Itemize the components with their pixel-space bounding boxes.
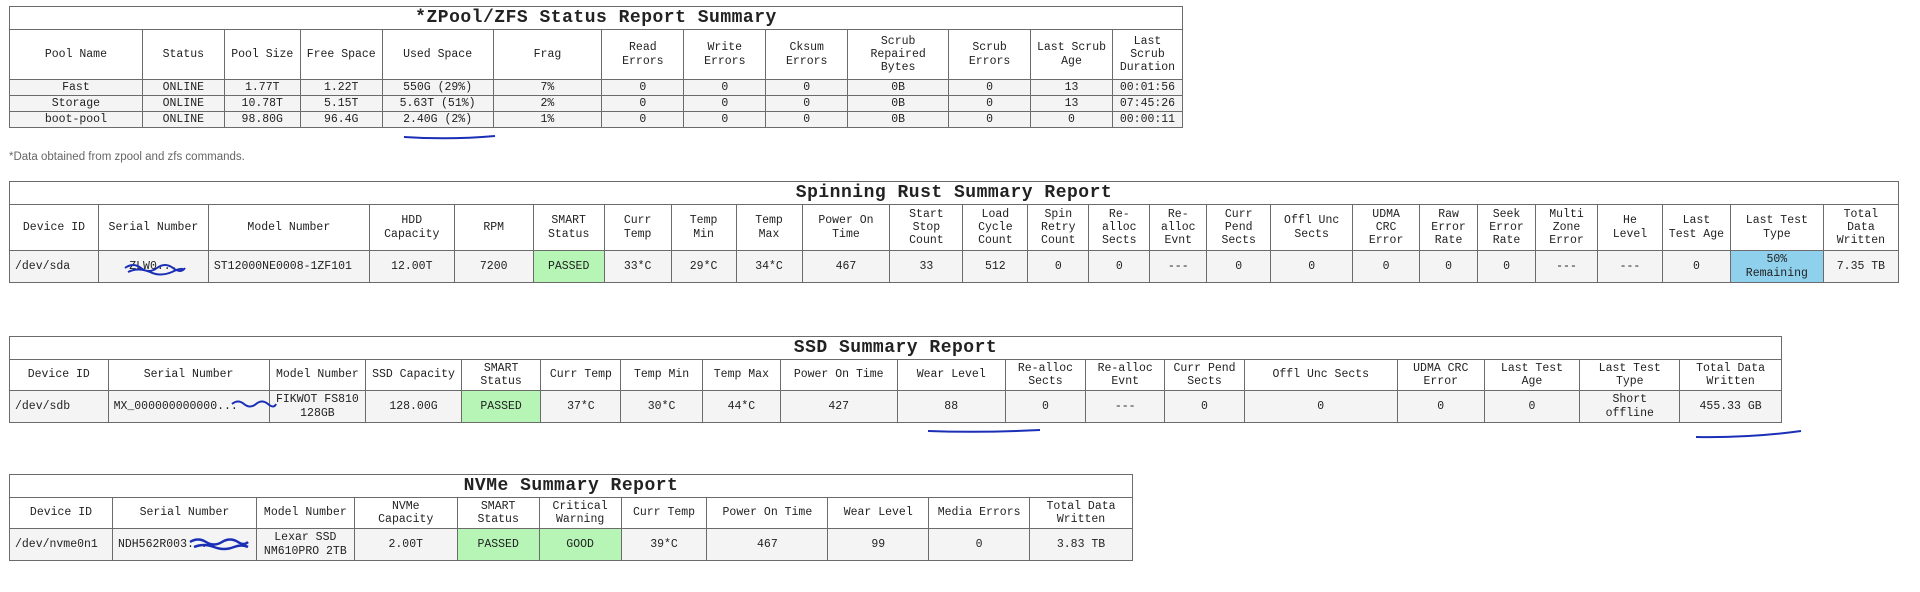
hdd-cell-raw-error-rate: 0	[1420, 251, 1478, 283]
hdd-cell-seek-error-rate: 0	[1478, 251, 1536, 283]
hdd-col-header-serial-number: Serial Number	[98, 205, 208, 251]
hdd-col-header-curr-pend-sects: Curr Pend Sects	[1207, 205, 1271, 251]
hdd-cell-last-test-age: 0	[1662, 251, 1730, 283]
zpool-cell-write-errors: 0	[684, 80, 766, 96]
zpool-cell-last-scrub-duration: 00:00:11	[1112, 112, 1182, 128]
hdd-title: Spinning Rust Summary Report	[10, 182, 1899, 205]
ssd-col-header-temp-min: Temp Min	[621, 360, 703, 391]
hdd-cell-model-number: ST12000NE0008-1ZF101	[208, 251, 369, 283]
nvme-header-row	[10, 498, 1133, 529]
nvme-cell-total-data-written: 3.83 TB	[1030, 529, 1133, 561]
nvme-col-header-smart-status: SMART Status	[457, 498, 539, 529]
hdd-cell-rpm: 7200	[454, 251, 533, 283]
ssd-col-header-re-alloc-sects: Re-alloc Sects	[1005, 360, 1085, 391]
hdd-header-row	[10, 205, 1899, 251]
zpool-cell-status: ONLINE	[142, 96, 224, 112]
ssd-table-row	[10, 391, 1782, 423]
zpool-cell-read-errors: 0	[602, 112, 684, 128]
zpool-cell-scrub-repaired-bytes: 0B	[848, 112, 949, 128]
zpool-footnote: *Data obtained from zpool and zfs commands.	[9, 151, 245, 163]
zpool-cell-write-errors: 0	[684, 112, 766, 128]
ssd-col-header-curr-pend-sects: Curr Pend Sects	[1165, 360, 1244, 391]
zpool-cell-pool-name: Storage	[10, 96, 143, 112]
hdd-cell-curr-pend-sects: 0	[1207, 251, 1271, 283]
hdd-cell-serial-number: ZLW0...	[98, 251, 208, 283]
hdd-col-header-last-test-age: Last Test Age	[1662, 205, 1730, 251]
nvme-cell-media-errors: 0	[929, 529, 1030, 561]
ssd-cell-temp-min: 30*C	[621, 391, 703, 423]
underline-mark-used-space	[404, 136, 495, 138]
hdd-col-header-hdd-capacity: HDD Capacity	[369, 205, 454, 251]
hdd-col-header-rpm: RPM	[454, 205, 533, 251]
zpool-cell-cksum-errors: 0	[766, 96, 848, 112]
ssd-cell-udma-crc-error: 0	[1397, 391, 1484, 423]
nvme-col-header-power-on-time: Power On Time	[707, 498, 828, 529]
zpool-cell-read-errors: 0	[602, 80, 684, 96]
hdd-cell-temp-min: 29*C	[671, 251, 736, 283]
ssd-col-header-power-on-time: Power On Time	[780, 360, 897, 391]
hdd-col-header-multi-zone-error: Multi Zone Error	[1536, 205, 1598, 251]
nvme-col-header-serial-number: Serial Number	[112, 498, 256, 529]
ssd-cell-re-alloc-evnt: ---	[1086, 391, 1165, 423]
zpool-col-header-write-errors: Write Errors	[684, 30, 766, 80]
zpool-cell-scrub-errors: 0	[949, 80, 1031, 96]
hdd-cell-smart-status: PASSED	[533, 251, 604, 283]
zpool-cell-pool-size: 1.77T	[224, 80, 300, 96]
zpool-cell-used-space: 2.40G (2%)	[382, 112, 493, 128]
hdd-col-header-raw-error-rate: Raw Error Rate	[1420, 205, 1478, 251]
zpool-cell-last-scrub-duration: 00:01:56	[1112, 80, 1182, 96]
ssd-cell-total-data-written: 455.33 GB	[1680, 391, 1782, 423]
hdd-col-header-device-id: Device ID	[10, 205, 99, 251]
hdd-col-header-temp-max: Temp Max	[736, 205, 802, 251]
ssd-col-header-wear-level: Wear Level	[897, 360, 1005, 391]
ssd-cell-smart-status: PASSED	[461, 391, 541, 423]
nvme-col-header-media-errors: Media Errors	[929, 498, 1030, 529]
ssd-col-header-last-test-age: Last Test Age	[1484, 360, 1580, 391]
hdd-summary-table	[9, 181, 1899, 283]
hdd-cell-multi-zone-error: ---	[1536, 251, 1598, 283]
hdd-col-header-spin-retry-count: Spin Retry Count	[1028, 205, 1089, 251]
ssd-col-header-smart-status: SMART Status	[461, 360, 541, 391]
nvme-title: NVMe Summary Report	[10, 475, 1133, 498]
hdd-col-header-start-stop-count: Start Stop Count	[890, 205, 963, 251]
ssd-cell-last-test-age: 0	[1484, 391, 1580, 423]
hdd-col-header-smart-status: SMART Status	[533, 205, 604, 251]
hdd-col-header-offl-unc-sects: Offl Unc Sects	[1271, 205, 1353, 251]
hdd-col-header-last-test-type: Last Test Type	[1730, 205, 1823, 251]
hdd-cell-re-alloc-sects: 0	[1089, 251, 1150, 283]
ssd-col-header-last-test-type: Last Test Type	[1580, 360, 1680, 391]
zpool-cell-last-scrub-age: 13	[1031, 96, 1113, 112]
zpool-cell-used-space: 5.63T (51%)	[382, 96, 493, 112]
zpool-col-header-free-space: Free Space	[300, 30, 382, 80]
ssd-cell-curr-temp: 37*C	[541, 391, 621, 423]
zpool-cell-scrub-repaired-bytes: 0B	[848, 96, 949, 112]
zpool-cell-pool-name: Fast	[10, 80, 143, 96]
zpool-col-header-read-errors: Read Errors	[602, 30, 684, 80]
hdd-cell-re-alloc-evnt: ---	[1150, 251, 1207, 283]
zpool-cell-scrub-errors: 0	[949, 112, 1031, 128]
nvme-col-header-model-number: Model Number	[256, 498, 354, 529]
zpool-col-header-scrub-errors: Scrub Errors	[949, 30, 1031, 80]
underline-mark-data-written	[1696, 431, 1801, 437]
nvme-col-header-critical-warning: Critical Warning	[539, 498, 621, 529]
ssd-cell-device-id: /dev/sdb	[10, 391, 109, 423]
hdd-cell-last-test-type: 50% Remaining	[1730, 251, 1823, 283]
nvme-cell-wear-level: 99	[828, 529, 929, 561]
ssd-summary-table	[9, 336, 1782, 423]
zpool-cell-status: ONLINE	[142, 80, 224, 96]
ssd-cell-wear-level: 88	[897, 391, 1005, 423]
hdd-col-header-load-cycle-count: Load Cycle Count	[963, 205, 1028, 251]
nvme-cell-device-id: /dev/nvme0n1	[10, 529, 113, 561]
nvme-table-row	[10, 529, 1133, 561]
zpool-cell-cksum-errors: 0	[766, 112, 848, 128]
zpool-cell-used-space: 550G (29%)	[382, 80, 493, 96]
nvme-cell-curr-temp: 39*C	[621, 529, 707, 561]
hdd-col-header-re-alloc-sects: Re- alloc Sects	[1089, 205, 1150, 251]
hdd-col-header-udma-crc-error: UDMA CRC Error	[1353, 205, 1420, 251]
zpool-cell-write-errors: 0	[684, 96, 766, 112]
zpool-table-row	[10, 80, 1183, 96]
nvme-col-header-curr-temp: Curr Temp	[621, 498, 707, 529]
zpool-col-header-status: Status	[142, 30, 224, 80]
ssd-cell-power-on-time: 427	[780, 391, 897, 423]
zpool-cell-free-space: 96.4G	[300, 112, 382, 128]
nvme-col-header-nvme-capacity: NVMe Capacity	[354, 498, 457, 529]
zpool-cell-last-scrub-age: 13	[1031, 80, 1113, 96]
hdd-cell-temp-max: 34*C	[736, 251, 802, 283]
nvme-cell-critical-warning: GOOD	[539, 529, 621, 561]
ssd-col-header-udma-crc-error: UDMA CRC Error	[1397, 360, 1484, 391]
ssd-cell-ssd-capacity: 128.00G	[366, 391, 462, 423]
hdd-cell-curr-temp: 33*C	[604, 251, 671, 283]
ssd-cell-serial-number: MX_000000000000...	[108, 391, 269, 423]
nvme-cell-model-number: Lexar SSD NM610PRO 2TB	[256, 529, 354, 561]
zpool-cell-cksum-errors: 0	[766, 80, 848, 96]
ssd-cell-model-number: FIKWOT FS810 128GB	[269, 391, 366, 423]
zpool-col-header-last-scrub-duration: Last Scrub Duration	[1112, 30, 1182, 80]
nvme-summary-table	[9, 474, 1133, 561]
ssd-header-row	[10, 360, 1782, 391]
zpool-header-row	[10, 30, 1183, 80]
zpool-cell-last-scrub-duration: 07:45:26	[1112, 96, 1182, 112]
hdd-col-header-model-number: Model Number	[208, 205, 369, 251]
nvme-col-header-device-id: Device ID	[10, 498, 113, 529]
hdd-cell-start-stop-count: 33	[890, 251, 963, 283]
ssd-col-header-re-alloc-evnt: Re-alloc Evnt	[1086, 360, 1165, 391]
zpool-cell-free-space: 5.15T	[300, 96, 382, 112]
zpool-cell-frag: 1%	[493, 112, 602, 128]
zpool-cell-scrub-repaired-bytes: 0B	[848, 80, 949, 96]
nvme-cell-nvme-capacity: 2.00T	[354, 529, 457, 561]
zpool-col-header-pool-size: Pool Size	[224, 30, 300, 80]
nvme-cell-serial-number: NDH562R003...	[112, 529, 256, 561]
hdd-cell-power-on-time: 467	[802, 251, 890, 283]
zpool-col-header-frag: Frag	[493, 30, 602, 80]
nvme-cell-smart-status: PASSED	[457, 529, 539, 561]
ssd-title: SSD Summary Report	[10, 337, 1782, 360]
hdd-cell-he-level: ---	[1597, 251, 1662, 283]
hdd-cell-device-id: /dev/sda	[10, 251, 99, 283]
zpool-cell-free-space: 1.22T	[300, 80, 382, 96]
hdd-col-header-curr-temp: Curr Temp	[604, 205, 671, 251]
ssd-col-header-total-data-written: Total Data Written	[1680, 360, 1782, 391]
zpool-col-header-cksum-errors: Cksum Errors	[766, 30, 848, 80]
ssd-cell-offl-unc-sects: 0	[1244, 391, 1397, 423]
zpool-cell-frag: 2%	[493, 96, 602, 112]
hdd-col-header-power-on-time: Power On Time	[802, 205, 890, 251]
ssd-cell-re-alloc-sects: 0	[1005, 391, 1085, 423]
zpool-col-header-used-space: Used Space	[382, 30, 493, 80]
zpool-cell-read-errors: 0	[602, 96, 684, 112]
ssd-cell-curr-pend-sects: 0	[1165, 391, 1244, 423]
ssd-cell-temp-max: 44*C	[702, 391, 780, 423]
hdd-cell-load-cycle-count: 512	[963, 251, 1028, 283]
ssd-cell-last-test-type: Short offline	[1580, 391, 1680, 423]
zpool-col-header-scrub-repaired-bytes: Scrub Repaired Bytes	[848, 30, 949, 80]
hdd-col-header-seek-error-rate: Seek Error Rate	[1478, 205, 1536, 251]
hdd-col-header-re-alloc-evnt: Re- alloc Evnt	[1150, 205, 1207, 251]
zpool-cell-pool-size: 98.80G	[224, 112, 300, 128]
hdd-table-row	[10, 251, 1899, 283]
zpool-cell-status: ONLINE	[142, 112, 224, 128]
zpool-table-row	[10, 112, 1183, 128]
zpool-status-table	[9, 6, 1183, 128]
zpool-col-header-last-scrub-age: Last Scrub Age	[1031, 30, 1113, 80]
zpool-cell-pool-name: boot-pool	[10, 112, 143, 128]
nvme-col-header-total-data-written: Total Data Written	[1030, 498, 1133, 529]
hdd-col-header-total-data-written: Total Data Written	[1823, 205, 1898, 251]
zpool-cell-frag: 7%	[493, 80, 602, 96]
hdd-cell-total-data-written: 7.35 TB	[1823, 251, 1898, 283]
ssd-col-header-ssd-capacity: SSD Capacity	[366, 360, 462, 391]
zpool-title: *ZPool/ZFS Status Report Summary	[10, 7, 1183, 30]
hdd-cell-hdd-capacity: 12.00T	[369, 251, 454, 283]
zpool-cell-scrub-errors: 0	[949, 96, 1031, 112]
hdd-col-header-he-level: He Level	[1597, 205, 1662, 251]
ssd-col-header-offl-unc-sects: Offl Unc Sects	[1244, 360, 1397, 391]
hdd-cell-udma-crc-error: 0	[1353, 251, 1420, 283]
hdd-col-header-temp-min: Temp Min	[671, 205, 736, 251]
ssd-col-header-temp-max: Temp Max	[702, 360, 780, 391]
zpool-cell-pool-size: 10.78T	[224, 96, 300, 112]
ssd-col-header-serial-number: Serial Number	[108, 360, 269, 391]
underline-mark-wear-level	[928, 430, 1040, 432]
ssd-col-header-curr-temp: Curr Temp	[541, 360, 621, 391]
nvme-cell-power-on-time: 467	[707, 529, 828, 561]
nvme-col-header-wear-level: Wear Level	[828, 498, 929, 529]
zpool-cell-last-scrub-age: 0	[1031, 112, 1113, 128]
ssd-col-header-device-id: Device ID	[10, 360, 109, 391]
hdd-cell-spin-retry-count: 0	[1028, 251, 1089, 283]
ssd-col-header-model-number: Model Number	[269, 360, 366, 391]
zpool-table-row	[10, 96, 1183, 112]
zpool-col-header-pool-name: Pool Name	[10, 30, 143, 80]
hdd-cell-offl-unc-sects: 0	[1271, 251, 1353, 283]
